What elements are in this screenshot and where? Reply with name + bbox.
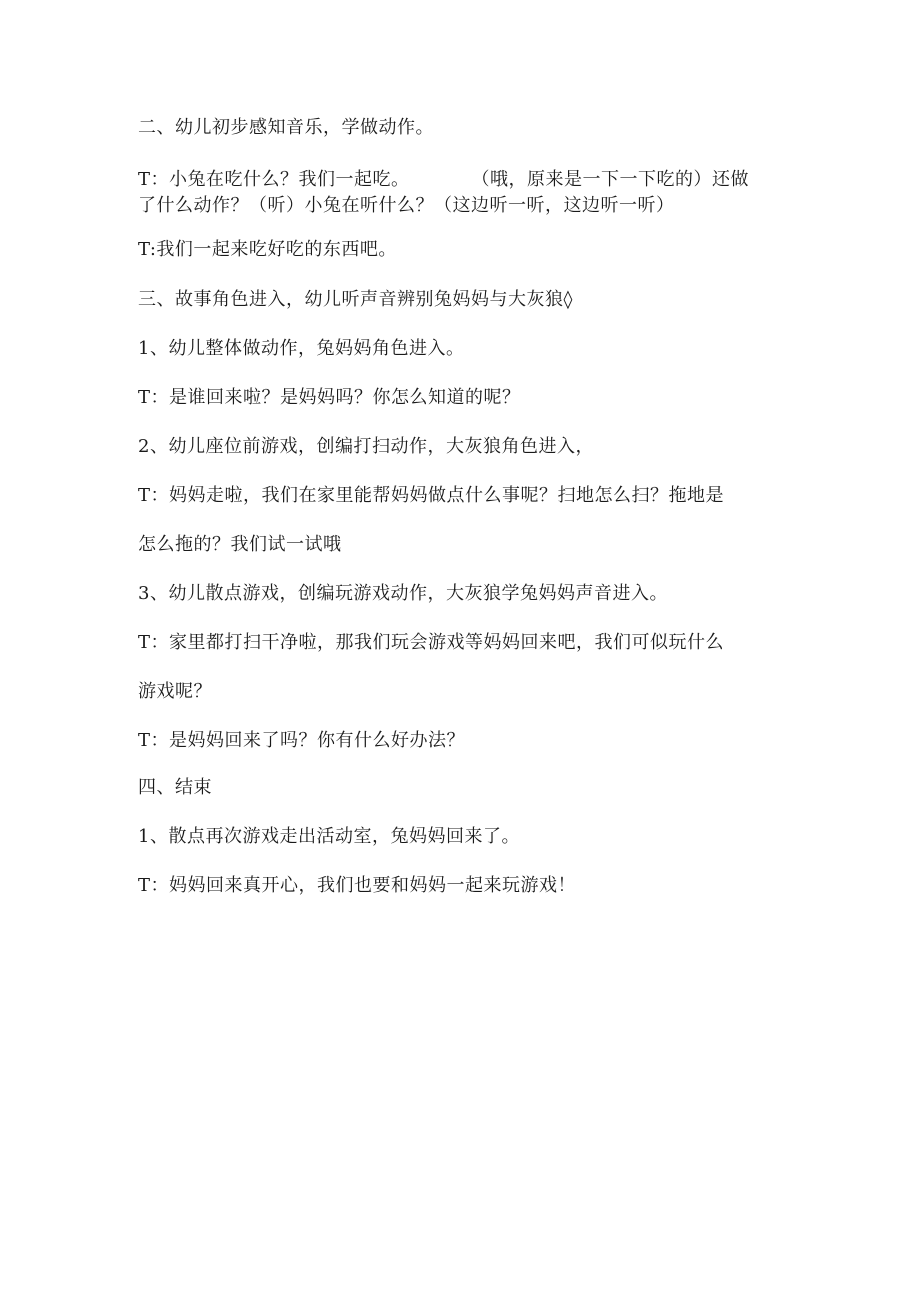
list-item: 3、幼儿散点游戏，创编玩游戏动作，大灰狼学兔妈妈声音进入。 xyxy=(138,583,668,604)
list-item: 1、散点再次游戏走出活动室，兔妈妈回来了。 xyxy=(138,826,520,847)
section-heading-4: 四、结束 xyxy=(138,777,212,798)
paragraph-line xyxy=(138,168,788,192)
paragraph-line: T：妈妈回来真开心，我们也要和妈妈一起来玩游戏！ xyxy=(138,875,577,896)
paragraph-line: T：是谁回来啦？是妈妈吗？你怎么知道的呢？ xyxy=(138,387,521,408)
paragraph-line: T：家里都打扫干净啦，那我们玩会游戏等妈妈回来吧，我们可似玩什么 xyxy=(138,632,725,653)
section-heading-2: 二、幼儿初步感知音乐，学做动作。 xyxy=(138,117,434,138)
paragraph-line: T:我们一起来吃好吃的东西吧。 xyxy=(138,239,397,260)
paragraph-line: T：是妈妈回来了吗？你有什么好办法？ xyxy=(138,730,466,751)
text-segment: （哦，原来是一下一下吃的）还做 xyxy=(471,169,750,190)
section-heading-3: 三、故事角色进入，幼儿听声音辨别兔妈妈与大灰狼◊ xyxy=(138,289,573,310)
paragraph-line: 游戏呢？ xyxy=(138,681,212,702)
paragraph-line: T：妈妈走啦，我们在家里能帮妈妈做点什么事呢？扫地怎么扫？拖地是 xyxy=(138,485,725,506)
paragraph-line: 怎么拖的？我们试一试哦 xyxy=(138,534,342,555)
paragraph-line: 了什么动作？（听）小兔在听什么？（这边听一听，这边听一听） xyxy=(138,195,675,216)
list-item: 2、幼儿座位前游戏，创编打扫动作，大灰狼角色进入， xyxy=(138,436,594,457)
list-item: 1、幼儿整体做动作，兔妈妈角色进入。 xyxy=(138,338,465,359)
text-segment: T：小兔在吃什么？我们一起吃。 xyxy=(138,169,410,190)
